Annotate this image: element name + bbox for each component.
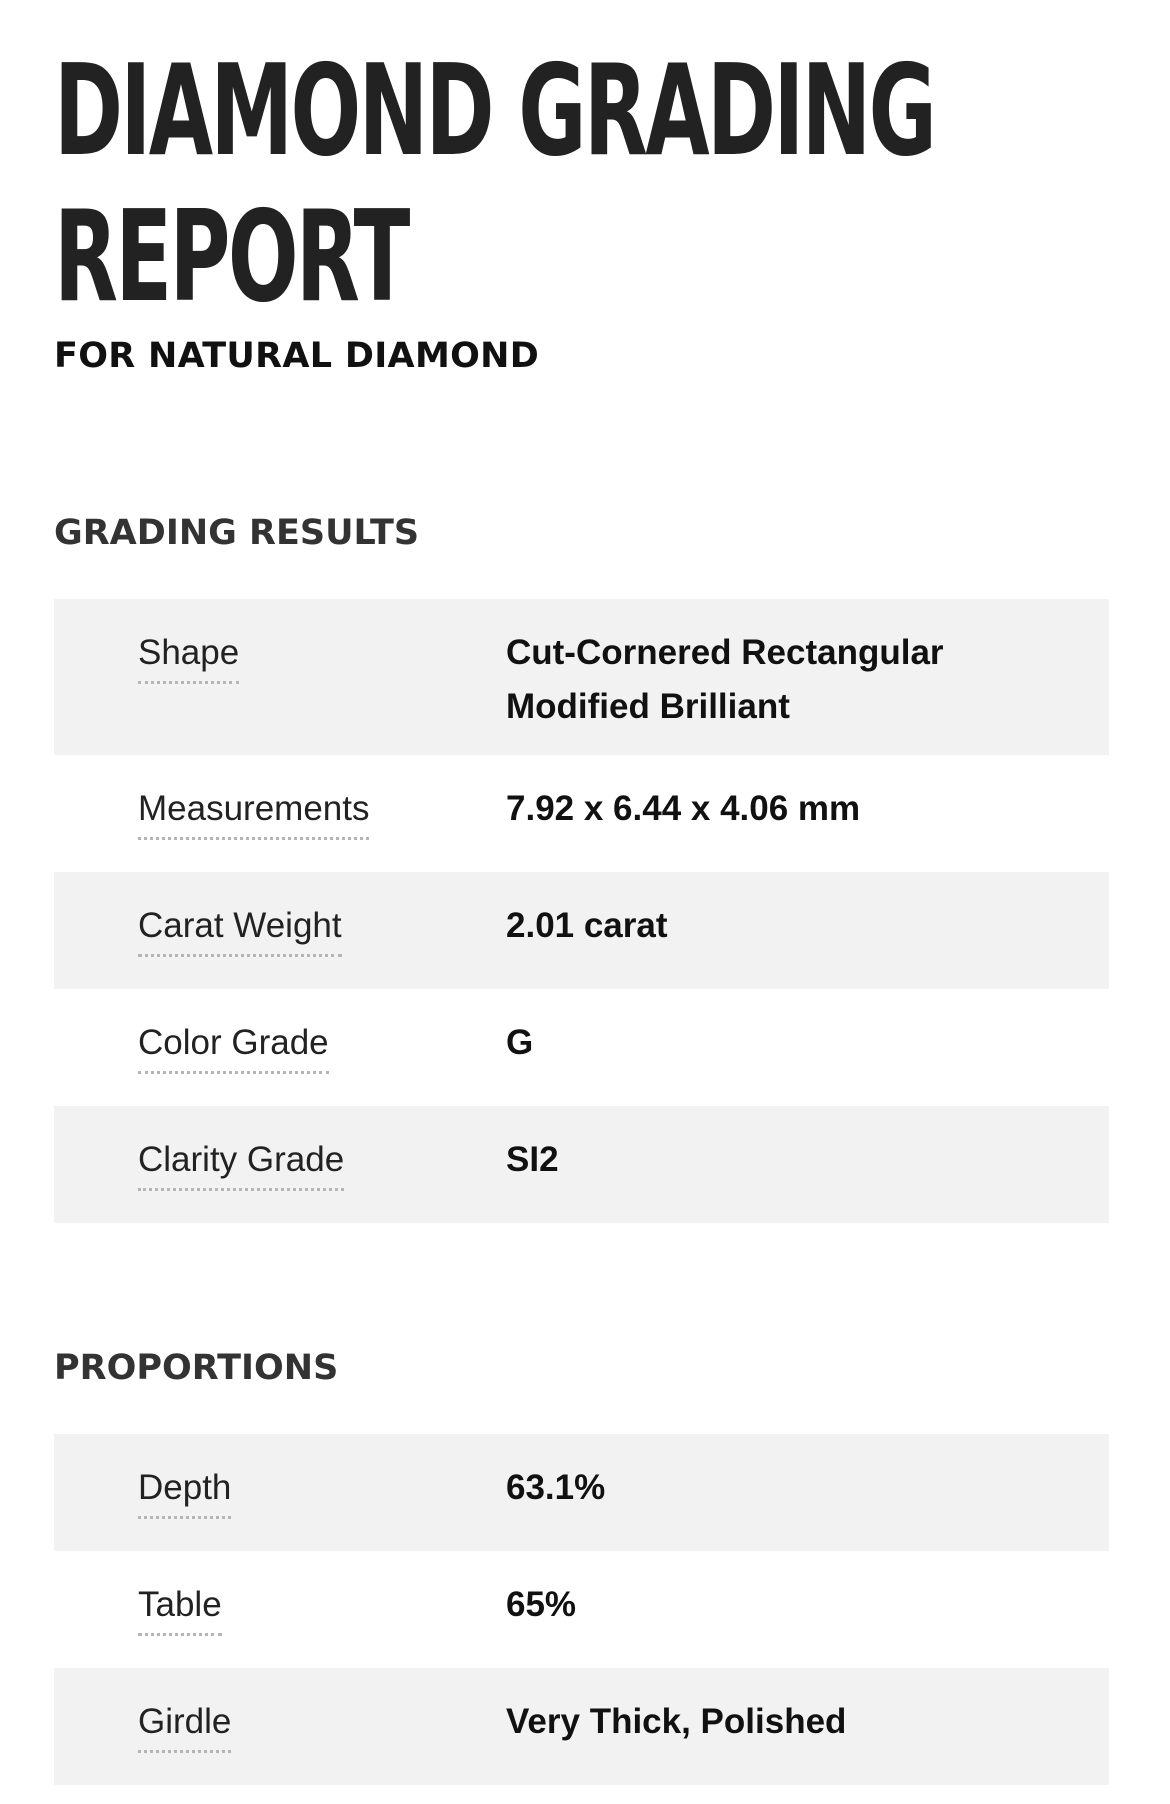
table-row-color-grade <box>54 989 1109 1106</box>
report-page <box>54 0 1109 1741</box>
color-grade-value: G <box>506 1023 534 1062</box>
color-grade-label[interactable]: Color Grade <box>138 1023 329 1074</box>
table-row-girdle <box>54 1668 1109 1785</box>
carat-weight-label[interactable]: Carat Weight <box>138 906 342 957</box>
page-title <box>54 0 935 330</box>
proportions-table <box>54 1434 1109 1785</box>
clarity-grade-value: SI2 <box>506 1140 559 1179</box>
page-subtitle: FOR NATURAL DIAMOND <box>54 336 540 376</box>
table-row-table <box>54 1551 1109 1668</box>
grading-results-table <box>54 599 1109 1223</box>
measurements-label[interactable]: Measurements <box>138 789 369 840</box>
clarity-grade-label[interactable]: Clarity Grade <box>138 1140 344 1191</box>
title-line-2: REPORT <box>54 183 408 330</box>
girdle-value: Very Thick, Polished <box>506 1702 847 1741</box>
title-line-1: DIAMOND GRADING <box>54 37 935 184</box>
shape-label[interactable]: Shape <box>138 633 239 684</box>
proportions-heading: PROPORTIONS <box>54 1348 339 1388</box>
depth-value: 63.1% <box>506 1468 606 1507</box>
table-row-depth <box>54 1434 1109 1551</box>
table-label[interactable]: Table <box>138 1585 222 1636</box>
table-row-measurements <box>54 755 1109 872</box>
measurements-value: 7.92 x 6.44 x 4.06 mm <box>506 789 861 828</box>
carat-weight-value: 2.01 carat <box>506 906 668 945</box>
table-value: 65% <box>506 1585 577 1624</box>
shape-value: Cut-Cornered Rectangular Modified Brilliant <box>506 633 944 726</box>
depth-label[interactable]: Depth <box>138 1468 231 1519</box>
girdle-label[interactable]: Girdle <box>138 1702 231 1753</box>
table-row-carat-weight <box>54 872 1109 989</box>
table-row-shape <box>54 599 1109 755</box>
grading-results-heading: GRADING RESULTS <box>54 513 420 553</box>
table-row-clarity-grade <box>54 1106 1109 1223</box>
